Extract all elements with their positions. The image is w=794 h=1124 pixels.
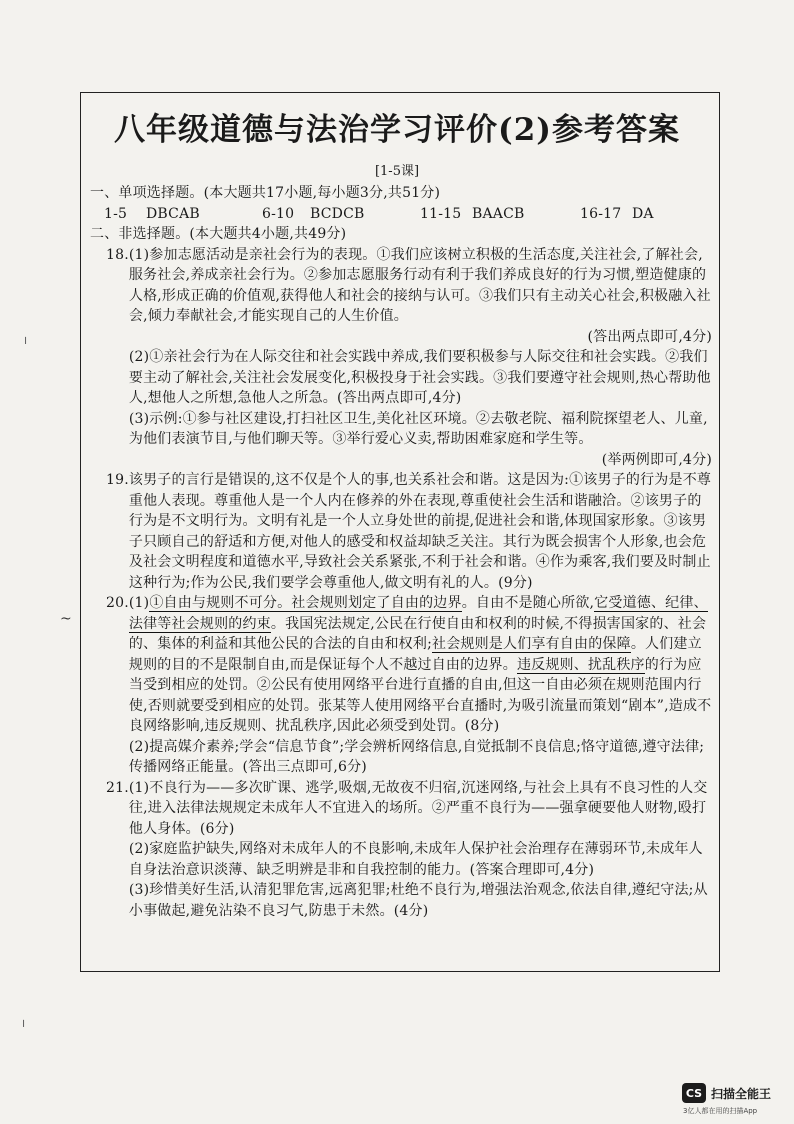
question-number: 19. [106,472,129,488]
underlined-text: 违反规则、扰乱秩序 [516,656,645,673]
pen-mark: ╷ [22,330,30,344]
answer-range: 16-17 [580,205,622,222]
q19-answer: 该男子的言行是错误的,这不仅是个人的事,也关系社会和谐。这是因为:①该男子的行为是不尊重他人表现。尊重他人是一个人内在修养的外在表现,尊重使社会生活和谐融洽。②该男子的行为是不文明行为。文明有礼是一个人立身处世的前提,促进社会和谐,体现国家形象。③该男子只顾自己的舒适和方便,对他人的感受和权益却缺乏关注。其行为既会损害个人形象,也会危及社会文明程度和道德水平,导致社会关系紧张,不利于社会和谐。④作为乘客,我们要及时制止这种行为;作为公民,我们要学会尊重他人,做文明有礼的人。(9分) [128,472,712,591]
page-subtitle: [1-5课] [374,164,420,179]
q18-part3: (3)示例:①参与社区建设,打扫社区卫生,美化社区环境。②去敬老院、福利院探望老人、儿童,为他们表演节目,与他们聊天等。③举行爱心义卖,帮助困难家庭和学生等。 [128,410,708,447]
text-span: 。人们建立规则的目的不是限制自由,而是保证每个人不越过自由的边界。 [128,636,702,673]
pen-mark: ╵ [20,1020,28,1034]
section-1-heading: 一、单项选择题。(本大题共17小题,每小题3分,共51分) [90,185,441,201]
question-number: 21. [106,779,129,796]
text-span: 。我国宪法规定,公民在行使自由和权利的时候,不得损害国家的、社会的、集体的利益和其他公民的合法的自由和权利; [128,615,707,652]
q21-part3: (3)珍惜美好生活,认清犯罪危害,远离犯罪;杜绝不良行为,增强法治观念,依法自律,遵纪守法;从小事做起,避免沾染不良习气,防患于未然。(4分) [128,882,708,919]
section-2-heading: 二、非选择题。(本大题共4小题,共49分) [90,226,347,242]
q18-part3-note: (举两例即可,4分) [601,451,712,468]
q20-part2: (2)提高媒介素养;学会“信息节食”;学会辨析网络信息,自觉抵制不良信息;恪守道德,遵守法律;传播网络正能量。(答出三点即可,6分) [128,738,705,775]
underlined-text: 它受道德、纪律、法律等社会规则的约束 [128,595,708,632]
q21-part2: (2)家庭监护缺失,网络对未成年人的不良影响,未成年人保护社会治理存在薄弱环节,未成年人自身法治意识淡薄、缺乏明辨是非和自我控制的能力。(答案合理即可,4分) [128,841,703,878]
q18-part1: (1)参加志愿活动是亲社会行为的表现。①我们应该树立积极的生活态度,关注社会,了解社会,服务社会,养成亲社会行为。②参加志愿服务行动有利于我们养成良好的行为习惯,塑造健康的人格,形成正确的价值观,获得他人和社会的接纳与认可。③我们只有主动关心社会,积极融入社会,倾力奉献社会,才能实现自己的人生价值。 [128,246,711,324]
part-label: (1) [128,595,150,611]
scanner-watermark [682,1083,771,1103]
scanner-app-name: 扫描全能王 [711,1086,772,1101]
q21-part1: (1)不良行为——多次旷课、逃学,吸烟,无故夜不归宿,沉迷网络,与社会上具有不良习性的人交往,进入法律法规规定未成年人不宜进入的场所。②严重不良行为——强拿硬要他人财物,殴打他人身体。(6分) [128,779,708,837]
question-number: 18. [106,246,129,263]
text-span: 。自由不是随心所欲, [461,595,595,611]
question-19 [90,470,712,593]
answer-content [90,183,712,921]
underlined-text: 社会规则是人们享有自由的保障 [432,636,631,652]
pen-check-mark: ~ [60,611,72,627]
q18-part2: (2)①亲社会行为在人际交往和社会实践中养成,我们要积极参与人际交往和社会实践。②我们要主动了解社会,关注社会发展变化,积极投身于社会实践。③我们要遵守社会规则,热心帮助他人,想他人之所想,急他人之所急。(答出两点即可,4分) [128,349,711,406]
answer-letters: DBCAB [146,205,200,222]
text-span: 的行为应当受到相应的处罚。②公民有使用网络平台进行直播的自由,但这一自由必须在规则范围内行使,否则就要受到相应的处罚。张某等人使用网络平台直播时,为吸引流量而策划“剧本”,造成不良网络影响,违反规则、扰乱秩序,因此必须受到处罚。(8分) [128,656,712,734]
question-21 [90,778,712,922]
question-18 [90,245,712,471]
q20-part1 [129,593,712,737]
q18-part1-note: (答出两点即可,4分) [587,328,712,345]
choice-answers [90,204,712,225]
scanner-tagline: 3亿人都在用的扫描App [683,1107,758,1115]
answer-letters: DA [632,205,654,222]
answer-range: 1-5 [104,205,128,222]
answer-range: 11-15 [420,205,462,222]
answer-range: 6-10 [262,205,295,222]
underlined-text: ①自由与规则不可分。社会规则划定了自由的边界 [149,595,462,611]
answer-letters: BCDCB [310,205,365,222]
question-20 [90,593,712,778]
scanner-logo-icon: CS [682,1083,706,1103]
question-number: 20. [106,595,129,611]
answer-letters: BAACB [472,205,525,222]
page-title: 八年级道德与法治学习评价(2)参考答案 [114,112,680,148]
